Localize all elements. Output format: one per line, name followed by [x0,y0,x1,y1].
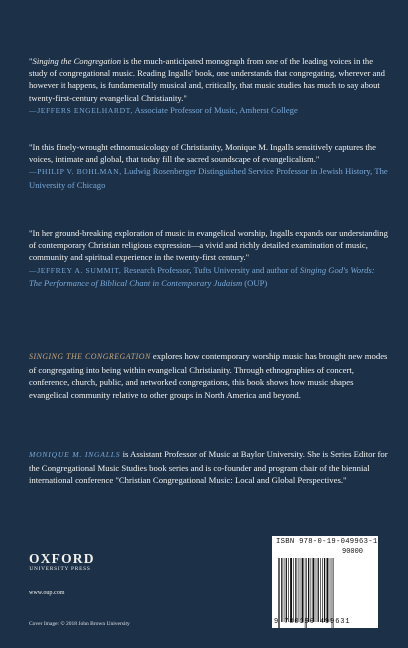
cover-credit: Cover Image: © 2018 John Brown University [29,621,130,627]
author-name: MONIQUE M. INGALLS [29,450,121,459]
publisher-name: OXFORD [29,551,95,566]
ean-number: 9 780190 499631 [274,618,351,626]
isbn-number: ISBN 978-0-19-049963-1 [276,538,378,546]
endorser-affiliation: Research Professor, Tufts University and author of [121,264,300,275]
endorser-name: —PHILIP V. BOHLMAN, [29,167,122,177]
price-code: 90000 [342,548,364,556]
oxford-logo [29,551,95,573]
endorser-affiliation: Ludwig Rosenberger Distinguished Service Professor in Jewish History, The University of Chicago [29,166,388,190]
endorsement-text: "In this finely-wrought ethnomusicology of Christianity, Monique M. Ingalls sensitively captures the voices, intimate and global, that today fill the sacred soundscape of evangelicalism." [29,142,376,165]
description-text: explores how contemporary worship music has brought new modes of congregating into being within evangelical Christianity. Through ethnographies of concert, conference, church, public, and networked congregations, this book shows how music shapes evangelical community relative to other groups in North America and beyond. [29,351,388,400]
endorsement-bohlman [29,141,389,191]
publisher-sub: UNIVERSITY PRESS [29,566,91,572]
endorsement-text: is the much-anticipated monograph from one of the leading voices in the study of congregational music. Reading Ingalls' book, one understands that congregating, wherever and however it happens, is fundamentally musical and, critically, that music studies has much to say about twenty-first-century evangelical Christianity." [29,56,385,103]
endorsement-text: "In her ground-breaking exploration of music in evangelical worship, Ingalls expands our understanding of contemporary Christian religious expression—a vivid and richly detailed examination of music, community and spiritual experience in the twenty-first century." [29,228,388,263]
endorser-affiliation: Associate Professor of Music, Amherst College [132,104,298,115]
book-title: Singing the Congregation [32,56,121,66]
publisher-url: www.oup.com [29,590,65,596]
endorsement-summit [29,227,389,289]
author-bio [29,448,391,487]
description-lead: SINGING THE CONGREGATION [29,352,151,361]
endorsement-engelhardt: "Singing the Congregation is the much-anticipated monograph from one of the leading voices in the study of congregational music. Reading Ingalls' book, one understands that congregating, wherever and however it happens, is fundamentally musical and, critically, that music studies has much to say about twenty-first-century evangelical Christianity." —JEFFERS ENGELHARDT, Associate Professor of Music, Amherst College [29,56,385,115]
endorser-book-title: Singing God's Words: The Performance of Biblical Chant in Contemporary Judaism [29,264,375,288]
endorser-name: —JEFFREY A. SUMMIT, [29,265,122,275]
isbn-barcode [272,536,378,628]
bio-text: is Assistant Professor of Music at Baylor University. She is Series Editor for the Congregational Music Studies book series and is co-founder and program chair of the biennial international conference "Christian Congregational Music: Local and Global Perspectives." [29,449,388,486]
endorser-book-suffix: (OUP) [242,277,268,288]
book-description [29,350,391,401]
endorser-name: —JEFFERS ENGELHARDT, [29,105,133,115]
